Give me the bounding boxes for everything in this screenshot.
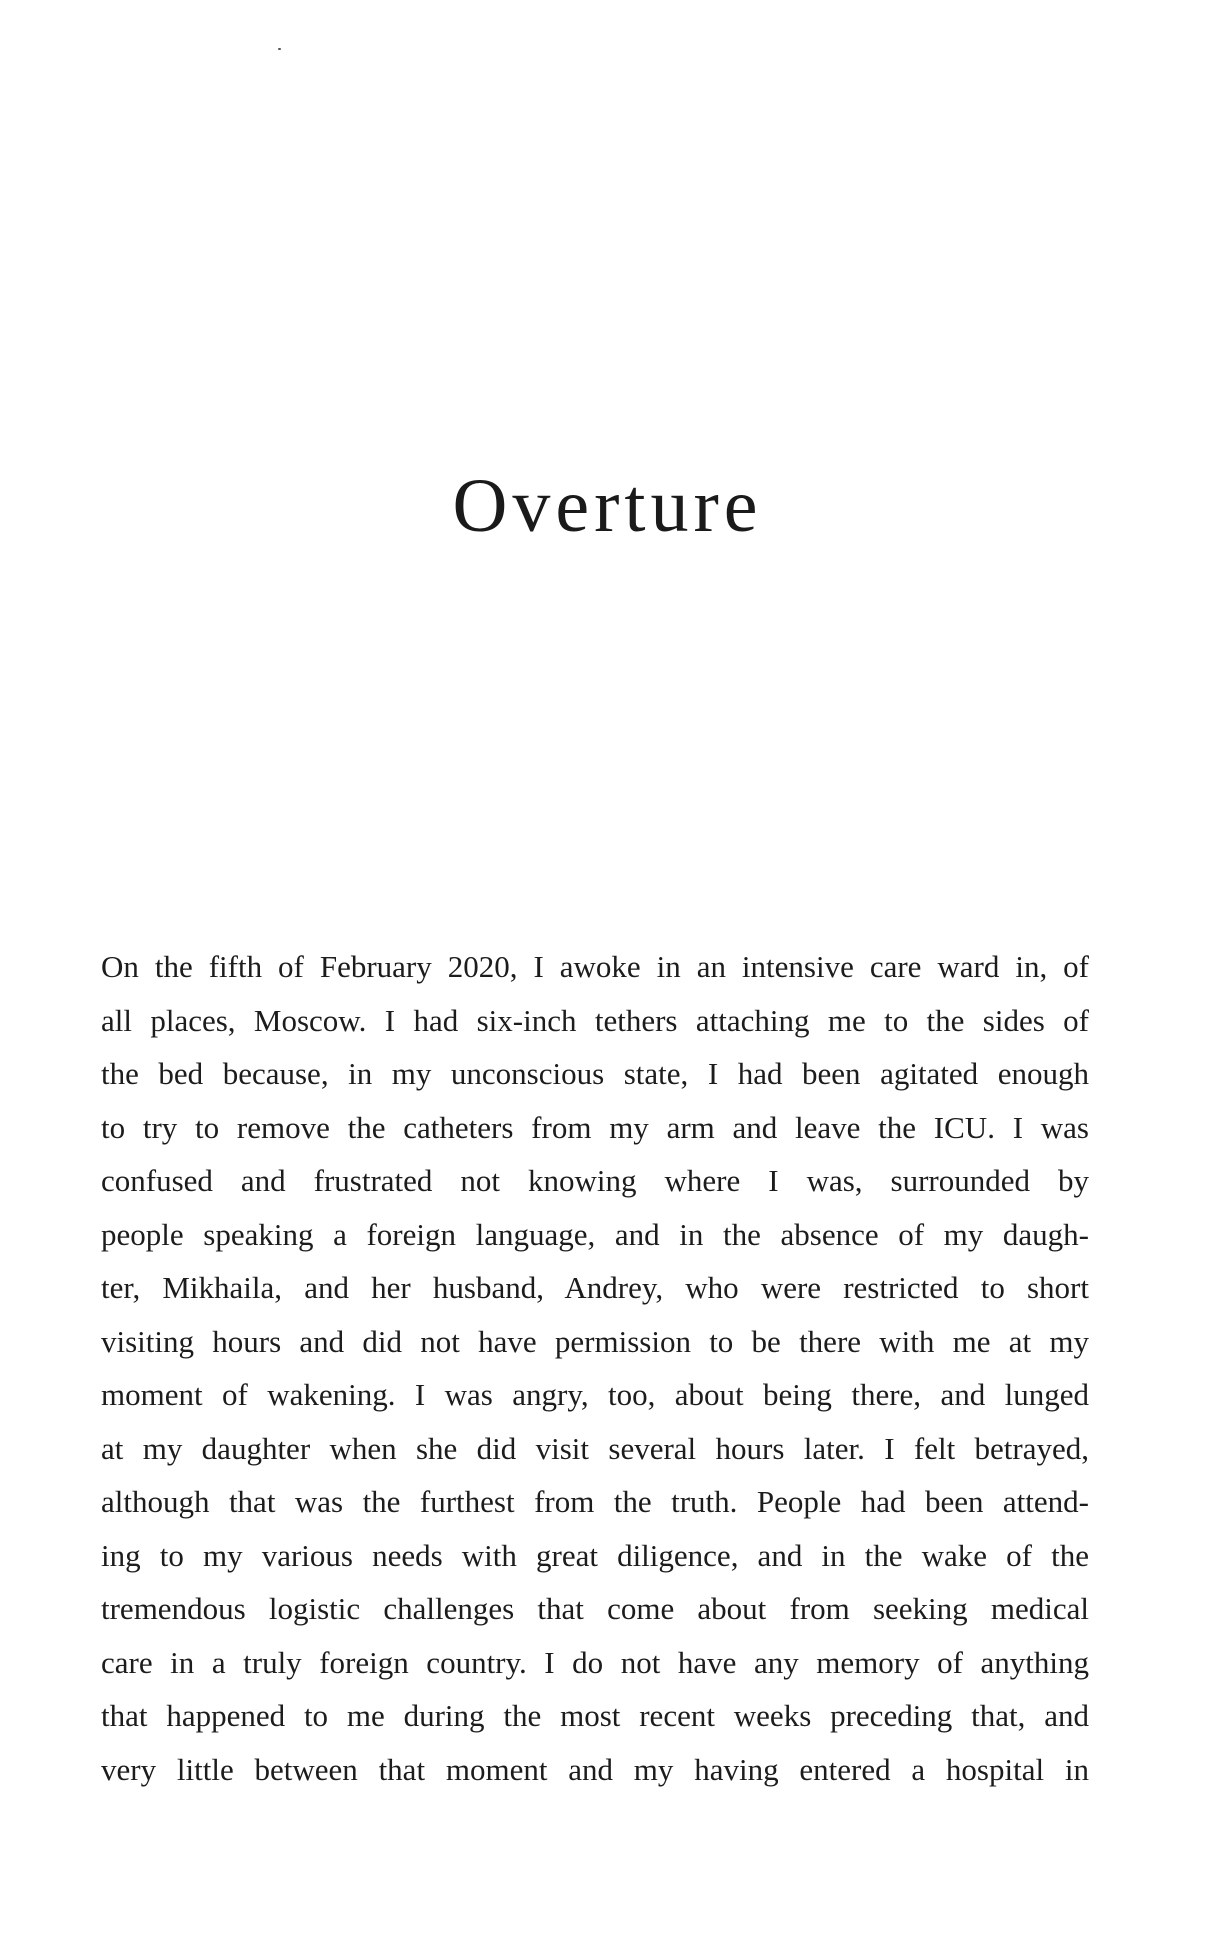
text-line: at my daughter when she did visit several hours later. I felt betrayed, xyxy=(101,1430,1089,1466)
text-line: care in a truly foreign country. I do not have any memory of anything xyxy=(101,1644,1089,1680)
text-line: On the fifth of February 2020, I awoke in an intensive care ward in, of xyxy=(101,949,1089,984)
text-line: confused and frustrated not knowing where I was, surrounded by xyxy=(101,1163,1089,1198)
text-line: moment of wakening. I was angry, too, about being there, and lunged xyxy=(101,1377,1089,1412)
text-line: that happened to me during the most recent weeks preceding that, and xyxy=(101,1698,1089,1733)
text-line: ing to my various needs with great diligence, and in the wake of the xyxy=(101,1537,1089,1573)
body-paragraph xyxy=(101,940,1089,1796)
text-line: visiting hours and did not have permission to be there with me at my xyxy=(101,1323,1089,1359)
text-line: although that was the furthest from the truth. People had been attend- xyxy=(101,1484,1089,1519)
text-line: the bed because, in my unconscious state, I had been agitated enough xyxy=(101,1056,1089,1091)
text-line: all places, Moscow. I had six-inch tethers attaching me to the sides of xyxy=(101,1002,1089,1038)
chapter-title: Overture xyxy=(452,464,763,548)
text-line: tremendous logistic challenges that come about from seeking medical xyxy=(101,1591,1089,1626)
text-line: people speaking a foreign language, and in the absence of my daugh- xyxy=(101,1216,1089,1252)
text-line: ter, Mikhaila, and her husband, Andrey, who were restricted to short xyxy=(101,1270,1089,1305)
text-line: to try to remove the catheters from my arm and leave the ICU. I was xyxy=(101,1109,1089,1145)
scan-speck xyxy=(278,48,281,50)
text-line: very little between that moment and my having entered a hospital in xyxy=(101,1751,1089,1787)
